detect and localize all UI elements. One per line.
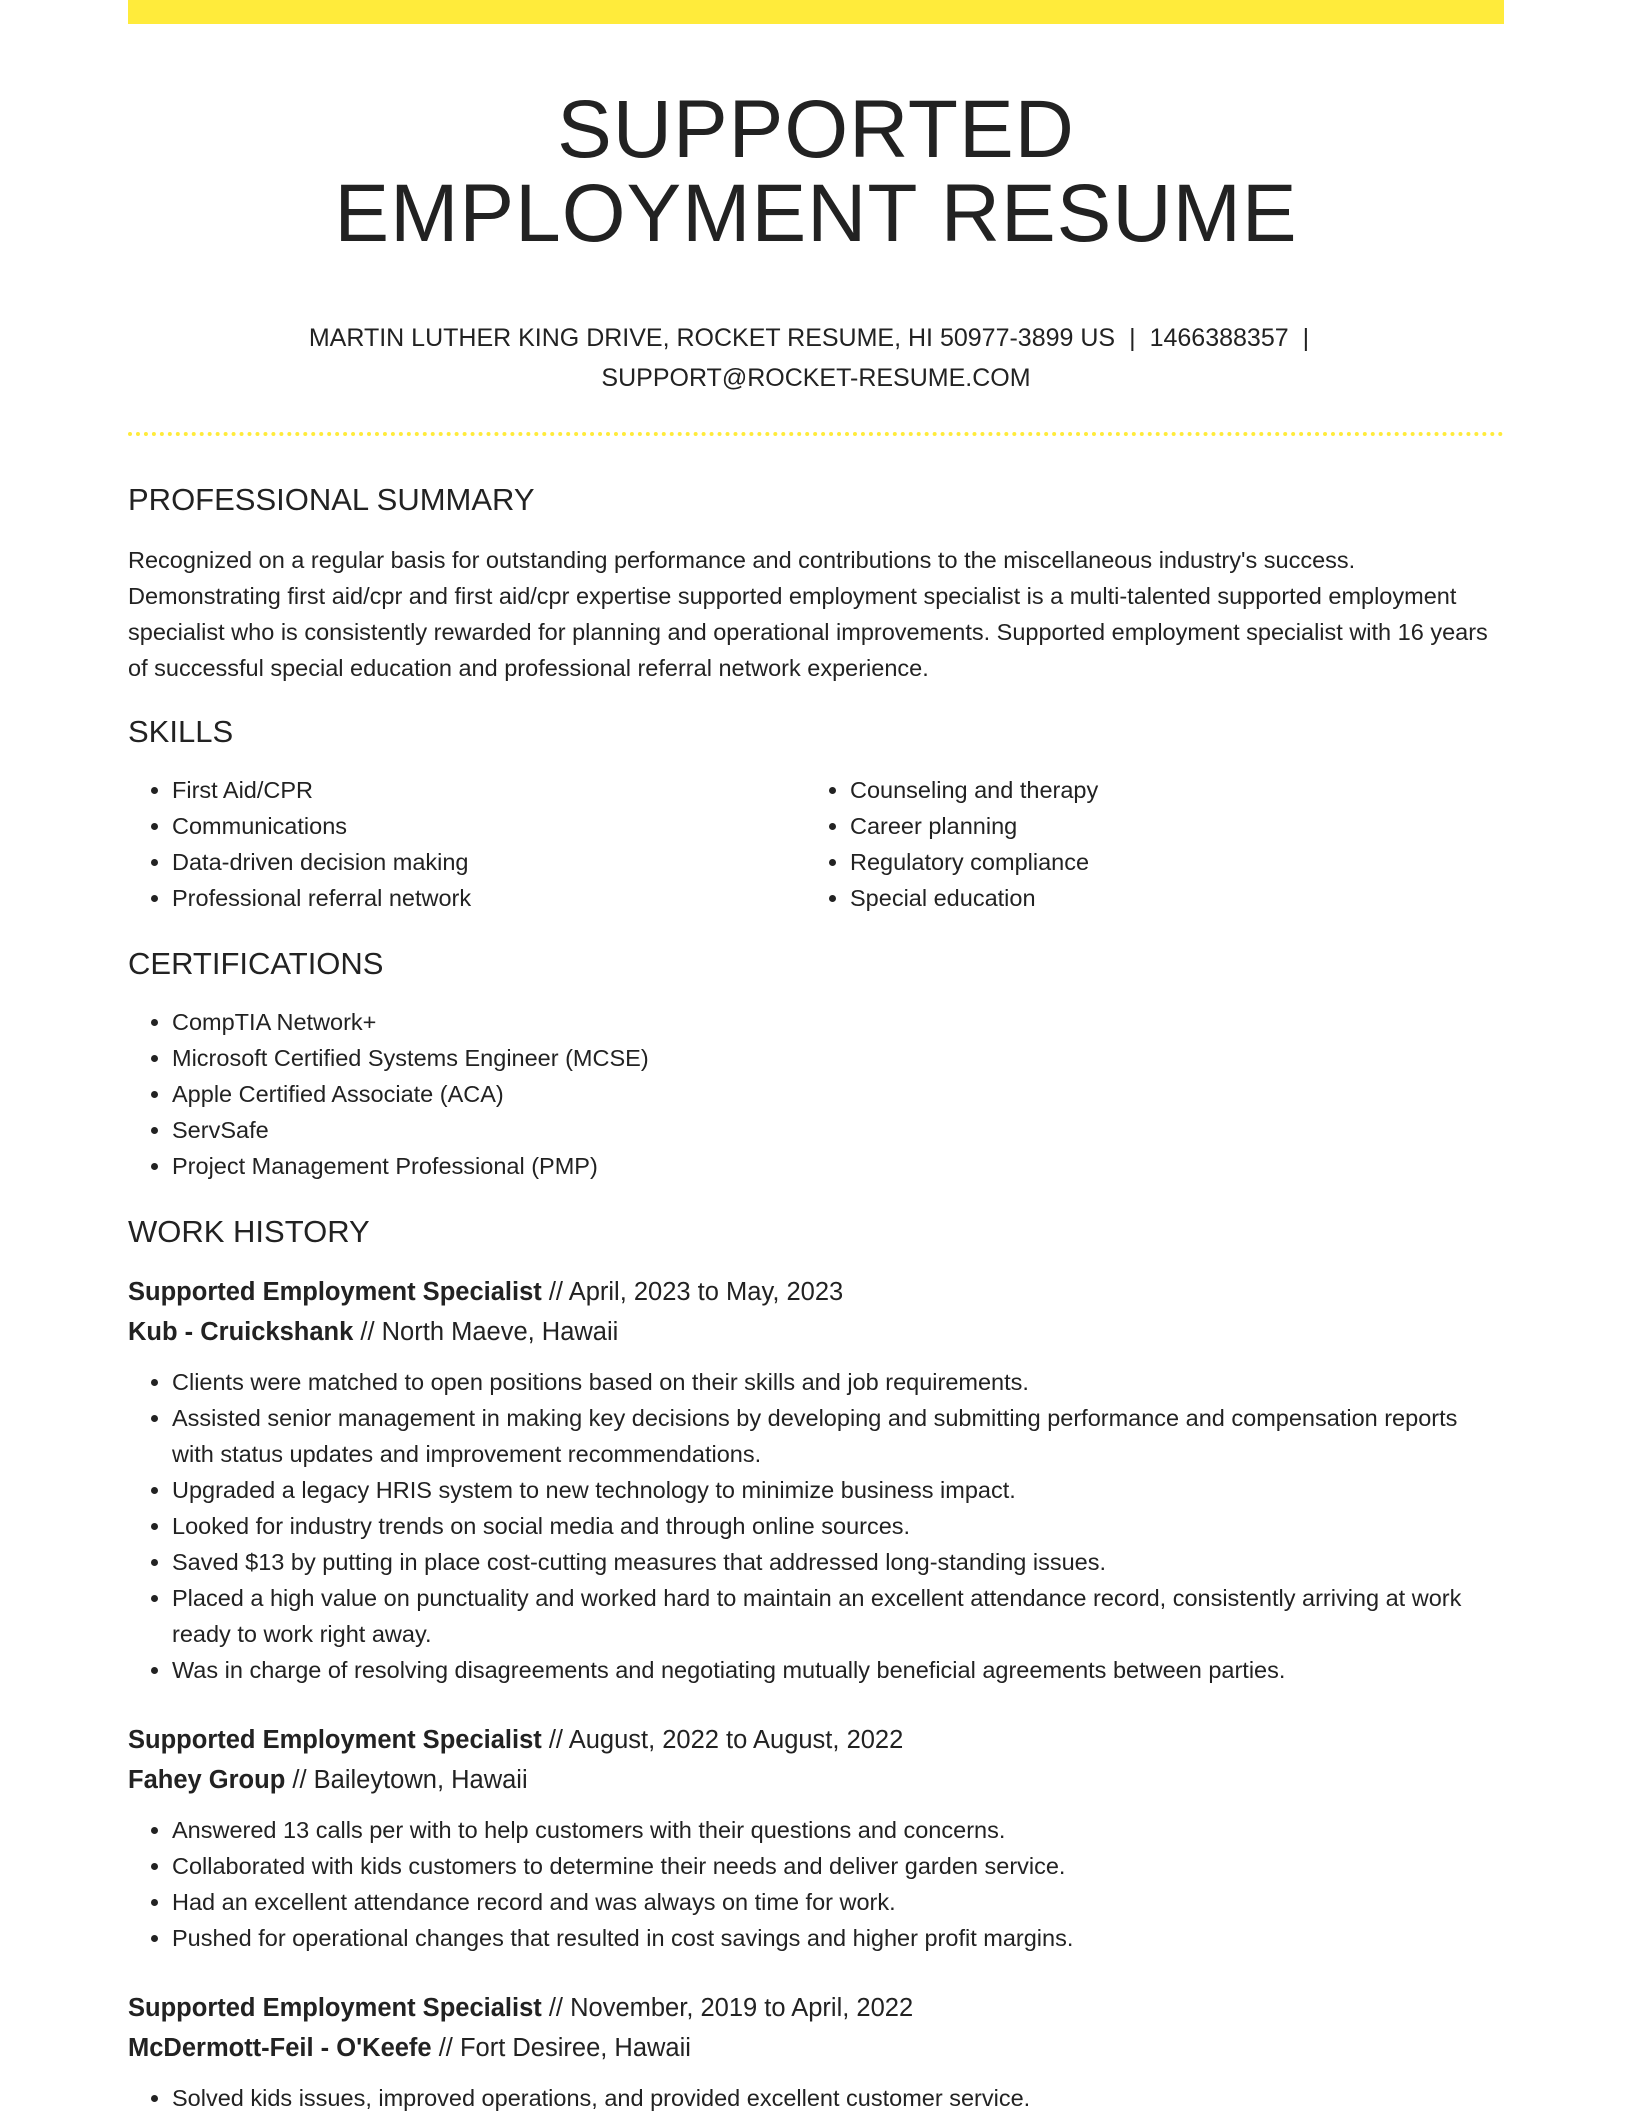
skill-item: • Counseling and therapy bbox=[850, 772, 1484, 808]
resume-page bbox=[128, 0, 1504, 2116]
job-bullet: • Had an excellent attendance record and was always on time for work. bbox=[172, 1884, 1504, 1920]
skill-item: • Data-driven decision making bbox=[172, 844, 806, 880]
job-location: // Fort Desiree, Hawaii bbox=[438, 2034, 691, 2062]
skills-list-right bbox=[806, 772, 1484, 916]
contact-separator: | bbox=[1302, 324, 1310, 352]
skill-item: • Professional referral network bbox=[172, 880, 806, 916]
job-bullet: • Was in charge of resolving disagreements and negotiating mutually beneficial agreements between parties. bbox=[172, 1652, 1504, 1688]
certifications-heading: CERTIFICATIONS bbox=[128, 946, 384, 981]
certification-item: • CompTIA Network+ bbox=[172, 1004, 1504, 1040]
skills-columns bbox=[128, 772, 1504, 916]
job-title-line bbox=[128, 1720, 1504, 1760]
skill-item: • Special education bbox=[850, 880, 1484, 916]
contact-email: SUPPORT@ROCKET-RESUME.COM bbox=[601, 364, 1031, 392]
job-bullet: • Assisted senior management in making key decisions by developing and submitting performance and compensation reports with status updates and improvement recommendations. bbox=[172, 1400, 1504, 1472]
skill-item: • First Aid/CPR bbox=[172, 772, 806, 808]
job-company: Kub - Cruickshank bbox=[128, 1318, 354, 1346]
job-title: Supported Employment Specialist bbox=[128, 1726, 542, 1754]
job-bullets bbox=[128, 2080, 1504, 2116]
job-entry bbox=[128, 1720, 1504, 1956]
skill-item: • Communications bbox=[172, 808, 806, 844]
contact-separator: | bbox=[1129, 324, 1136, 352]
job-bullet: • Upgraded a legacy HRIS system to new technology to minimize business impact. bbox=[172, 1472, 1504, 1508]
contact-info bbox=[128, 318, 1504, 398]
job-entry bbox=[128, 1988, 1504, 2116]
job-company-line bbox=[128, 2028, 1504, 2068]
resume-title bbox=[128, 84, 1504, 259]
certification-item: • ServSafe bbox=[172, 1112, 1504, 1148]
job-bullet: • Looked for industry trends on social media and through online sources. bbox=[172, 1508, 1504, 1544]
job-dates: // April, 2023 to May, 2023 bbox=[548, 1278, 844, 1306]
job-bullet: • Solved kids issues, improved operations, and provided excellent customer service. bbox=[172, 2080, 1504, 2116]
job-bullets bbox=[128, 1364, 1504, 1688]
certification-item: • Apple Certified Associate (ACA) bbox=[172, 1076, 1504, 1112]
job-location: // North Maeve, Hawaii bbox=[360, 1318, 619, 1346]
certifications-list bbox=[128, 1004, 1504, 1184]
job-bullet: • Collaborated with kids customers to determine their needs and deliver garden service. bbox=[172, 1848, 1504, 1884]
job-company: McDermott-Feil - O'Keefe bbox=[128, 2034, 432, 2062]
job-bullet: • Saved $13 by putting in place cost-cutting measures that addressed long-standing issues. bbox=[172, 1544, 1504, 1580]
accent-top-bar bbox=[128, 0, 1504, 24]
skill-item: • Regulatory compliance bbox=[850, 844, 1484, 880]
job-title: Supported Employment Specialist bbox=[128, 1278, 542, 1306]
dotted-divider bbox=[128, 432, 1504, 436]
job-dates: // August, 2022 to August, 2022 bbox=[548, 1726, 904, 1754]
contact-phone: 1466388357 bbox=[1149, 324, 1289, 352]
skill-item: • Career planning bbox=[850, 808, 1484, 844]
job-entry bbox=[128, 1272, 1504, 1688]
job-title-line bbox=[128, 1988, 1504, 2028]
job-dates: // November, 2019 to April, 2022 bbox=[548, 1994, 914, 2022]
job-bullet: • Answered 13 calls per with to help customers with their questions and concerns. bbox=[172, 1812, 1504, 1848]
job-company-line bbox=[128, 1760, 1504, 1800]
certification-item: • Project Management Professional (PMP) bbox=[172, 1148, 1504, 1184]
work-history-heading: WORK HISTORY bbox=[128, 1214, 370, 1249]
job-bullet: • Pushed for operational changes that resulted in cost savings and higher profit margins. bbox=[172, 1920, 1504, 1956]
skills-list-left bbox=[128, 772, 806, 916]
job-title-line bbox=[128, 1272, 1504, 1312]
contact-address: MARTIN LUTHER KING DRIVE, ROCKET RESUME, HI 50977-3899 US bbox=[308, 324, 1116, 352]
title-line-2: EMPLOYMENT RESUME bbox=[334, 168, 1298, 259]
summary-heading: PROFESSIONAL SUMMARY bbox=[128, 482, 535, 517]
job-location: // Baileytown, Hawaii bbox=[292, 1766, 528, 1794]
summary-text: Recognized on a regular basis for outstanding performance and contributions to the miscellaneous industry's success. Demonstrating first aid/cpr and first aid/cpr expertise supported employment specialist is a multi-talented supported employment specialist who is consistently rewarded for planning and operational improvements. Supported employment specialist with 16 years of successful special education and professional referral network experience. bbox=[128, 547, 1488, 681]
job-company: Fahey Group bbox=[128, 1766, 286, 1794]
job-bullet: • Placed a high value on punctuality and worked hard to maintain an excellent attendance record, consistently arriving at work ready to work right away. bbox=[172, 1580, 1504, 1652]
title-line-1: SUPPORTED bbox=[557, 84, 1075, 175]
job-title: Supported Employment Specialist bbox=[128, 1994, 542, 2022]
certification-item: • Microsoft Certified Systems Engineer (MCSE) bbox=[172, 1040, 1504, 1076]
job-bullets bbox=[128, 1812, 1504, 1956]
job-bullet: • Clients were matched to open positions based on their skills and job requirements. bbox=[172, 1364, 1504, 1400]
skills-heading: SKILLS bbox=[128, 714, 234, 749]
job-company-line bbox=[128, 1312, 1504, 1352]
